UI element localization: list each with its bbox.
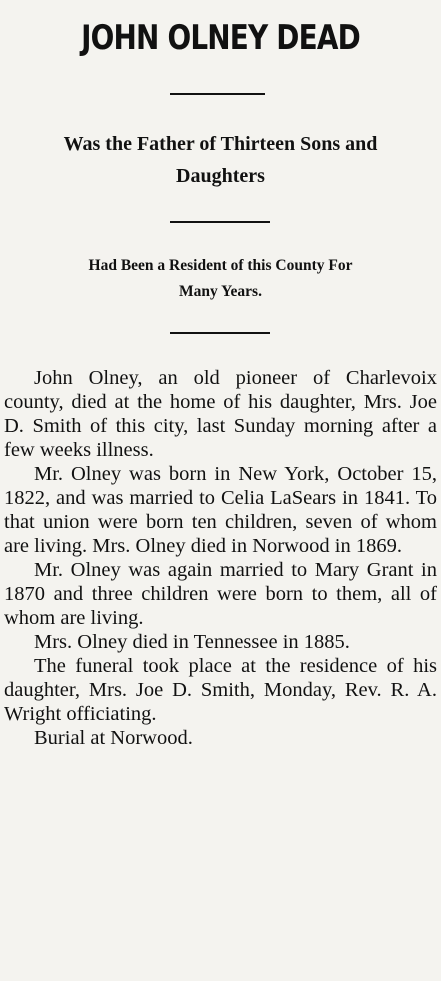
secondary-subheadline — [0, 253, 441, 305]
divider-rule — [170, 221, 270, 223]
divider-rule — [170, 332, 270, 334]
secondary-subheadline-line-2: Many Years. — [179, 283, 262, 300]
headline: JOHN OLNEY DEAD — [81, 18, 360, 58]
paragraph: Burial at Norwood. — [34, 727, 193, 749]
paragraph: Mrs. Olney died in Tennessee in 1885. — [34, 631, 350, 653]
divider-rule — [170, 93, 265, 95]
paragraph: Mr. Olney was again married to Mary Grant in 1870 and three children were born to them, all of whom are living. — [4, 559, 437, 629]
subheadline — [0, 128, 441, 192]
paragraph: John Olney, an old pioneer of Charlevoix county, died at the home of his daughter, Mrs. Joe D. Smith of this city, last Sunday morning after a few weeks illness. — [4, 367, 437, 461]
subheadline-line-1: Was the Father of Thirteen Sons and — [63, 133, 378, 155]
article-body — [4, 366, 437, 750]
secondary-subheadline-line-1: Had Been a Resident of this County For — [88, 257, 353, 274]
paragraph: The funeral took place at the residence of his daughter, Mrs. Joe D. Smith, Monday, Rev. R. A. Wright officiating. — [4, 655, 437, 725]
subheadline-line-2: Daughters — [176, 165, 265, 187]
paragraph: Mr. Olney was born in New York, October 15, 1822, and was married to Celia LaSears in 1841. To that union were born ten children, seven of whom are living. Mrs. Olney died in Norwood in 1869. — [4, 463, 437, 557]
